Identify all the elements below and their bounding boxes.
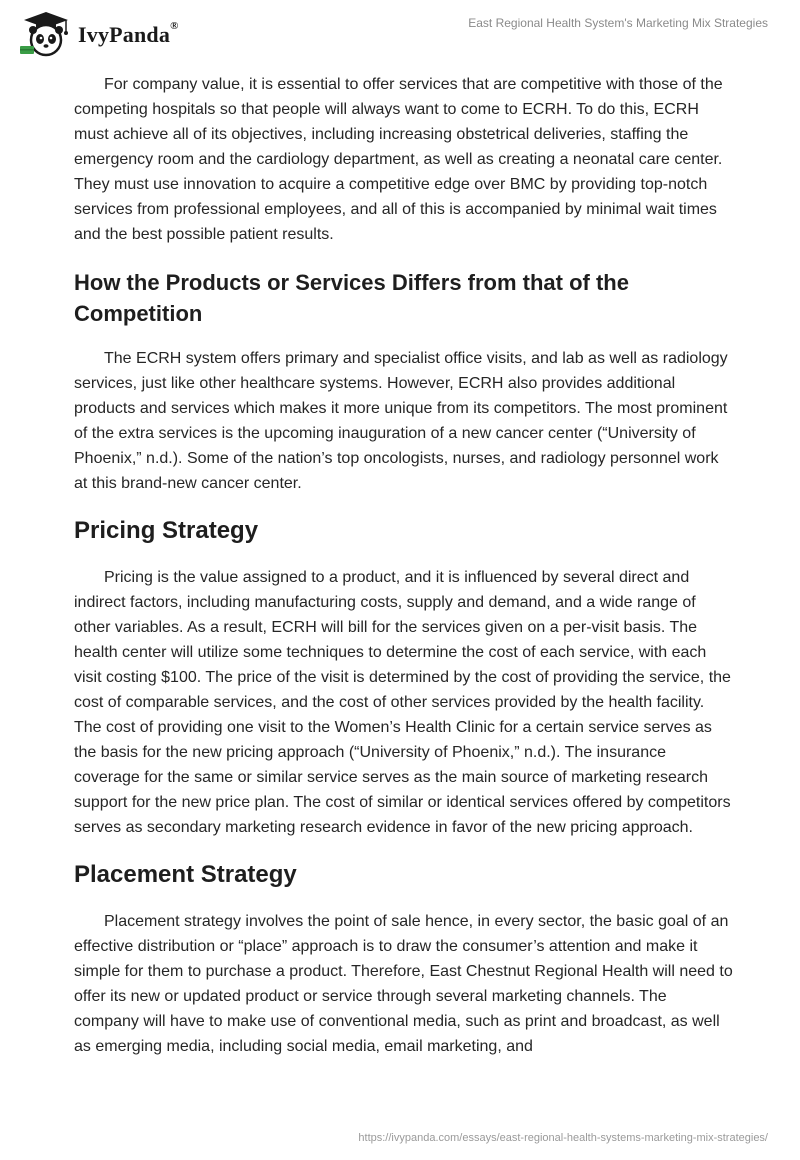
panda-graduate-icon — [14, 8, 74, 58]
section-heading-differentiation: How the Products or Services Differs from that of the Competition — [74, 270, 629, 326]
ivypanda-logo[interactable] — [14, 8, 179, 58]
intro-paragraph: For company value, it is essential to offer services that are competitive with those of the competing hospitals so that people will always want to come to ECRH. To do this, ECRH must achieve all of its objectives, including increasing obstetrical deliveries, staffing the emergency room and the cardiology department, as well as creating a neonatal care center. They must use innovation to acquire a competitive edge over BMC by providing top-notch services from professional employees, and all of this is accompanied by minimal wait times and the best possible patient results. — [74, 76, 723, 243]
section-paragraph-pricing: Pricing is the value assigned to a product, and it is influenced by several direct and indirect factors, including manufacturing costs, supply and demand, and a wide range of other variables. As a result, ECRH will bill for the services given on a per-visit basis. The health center will utilize some techniques to determine the cost of each service, with each visit costing $100. The price of the visit is determined by the cost of providing the service, the cost of comparable services, and the cost of other services provided by the health facility. The cost of providing one visit to the Women’s Health Clinic for a certain service serves as the basis for the new pricing approach (“University of Phoenix,” n.d.). The insurance coverage for the same or similar service serves as the main source of marketing research support for the new price plan. The cost of similar or identical services offered by competitors serves as secondary marketing research evidence in favor of the new pricing approach. — [74, 569, 731, 836]
section-paragraph-differentiation: The ECRH system offers primary and specialist office visits, and lab as well as radiology services, just like other healthcare systems. However, ECRH also provides additional products and services which makes it more unique from its competitors. The most prominent of the extra services is the upcoming inauguration of a new cancer center (“University of Phoenix,” n.d.). Some of the nation’s top oncologists, nurses, and radiology personnel work at this brand-new cancer center. — [74, 350, 728, 492]
essay-body — [74, 72, 734, 1059]
brand-name: IvyPanda® — [78, 20, 179, 47]
registered-mark: ® — [170, 20, 179, 32]
page-header — [0, 0, 800, 60]
section-paragraph-placement: Placement strategy involves the point of sale hence, in every sector, the basic goal of an effective distribution or “place” approach is to draw the consumer’s attention and make it simple for them to purchase a product. Therefore, East Chestnut Regional Health will need to offer its new or updated product or service through several marketing channels. The company will have to make use of conventional media, such as print and broadcast, as well as emerging media, including social media, email marketing, and — [74, 913, 733, 1055]
source-url[interactable]: https://ivypanda.com/essays/east-regional-health-systems-marketing-mix-strategies/ — [358, 1132, 768, 1144]
document-title: East Regional Health System's Marketing Mix Strategies — [468, 16, 768, 30]
section-heading-pricing: Pricing Strategy — [74, 517, 259, 544]
section-heading-placement: Placement Strategy — [74, 861, 297, 888]
